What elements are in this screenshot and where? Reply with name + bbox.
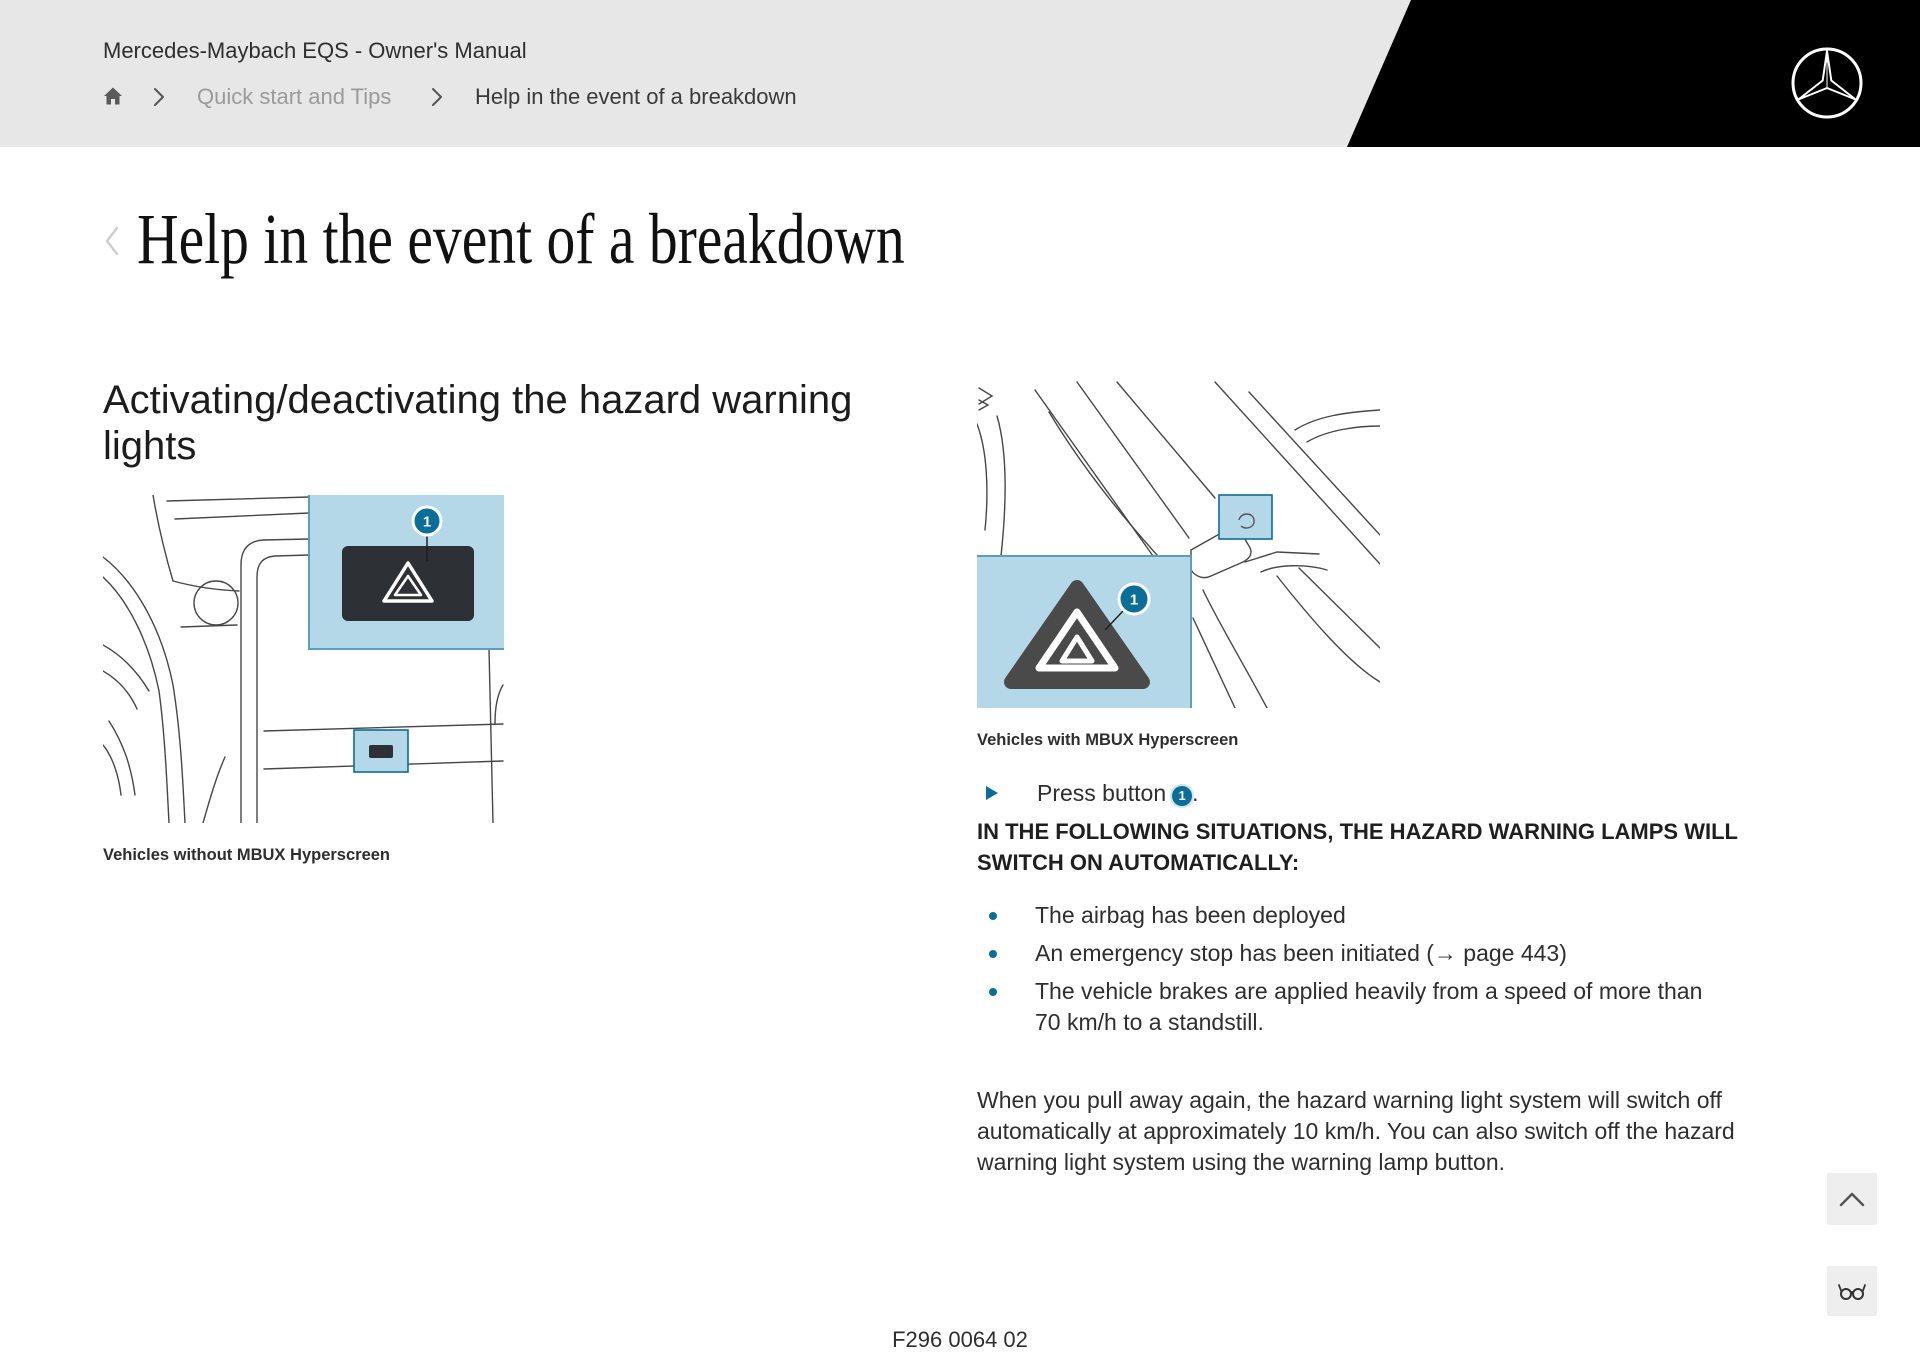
bullet-dot [989, 950, 997, 958]
section-heading: Activating/deactivating the hazard warning lights [103, 378, 853, 468]
hazard-button-locator [1219, 495, 1272, 539]
auto-activation-list [977, 900, 1737, 1045]
header-bar [0, 0, 1920, 147]
bullet-dot [989, 912, 997, 920]
mercedes-star-logo [1789, 45, 1865, 121]
page-title [137, 199, 1097, 279]
list-item [977, 900, 1730, 931]
chevron-right-icon [153, 87, 165, 107]
switch-off-note: When you pull away again, the hazard warning light system will switch off automatically at approximately 10 km/h. You can also switch off the hazard warning light system using the warning lamp button. [977, 1087, 1735, 1175]
reading-mode-button[interactable] [1827, 1266, 1877, 1316]
play-triangle-icon [986, 786, 998, 800]
instruction-suffix: . [1192, 780, 1199, 806]
page-reference-link[interactable]: → page 443 [1433, 940, 1560, 966]
document-code: F296 0064 02 [892, 1327, 1028, 1352]
figure-caption: Vehicles with MBUX Hyperscreen [977, 731, 1239, 749]
detail-inset [977, 556, 1191, 708]
bullet-dot [989, 988, 997, 996]
detail-inset [309, 495, 504, 649]
home-icon[interactable] [103, 86, 123, 106]
figure-caption: Vehicles without MBUX Hyperscreen [103, 846, 391, 864]
callout-number: 1 [422, 513, 432, 531]
list-item-text: The vehicle brakes are applied heavily from a speed of more than 70 km/h to a standstill. [1035, 978, 1703, 1035]
page-title-text: Help in the event of a breakdown [137, 199, 905, 279]
illustration-with-hyperscreen [977, 380, 1380, 708]
scroll-to-top-button[interactable] [1827, 1173, 1877, 1225]
chevron-right-icon [431, 87, 443, 107]
list-item-suffix: ) [1559, 940, 1567, 966]
illustration-without-hyperscreen [103, 495, 504, 823]
callout-number: 1 [1129, 591, 1139, 609]
instruction-text: Press button [1037, 780, 1167, 806]
callout-marker: 1 [1172, 786, 1192, 806]
chevron-up-icon [1839, 1191, 1865, 1207]
list-item-text: An emergency stop has been initiated ( [1035, 940, 1434, 966]
instruction-text-line [1037, 779, 1199, 807]
manual-title: Mercedes-Maybach EQS - Owner's Manual [103, 38, 527, 63]
breadcrumb-link-quick-start[interactable]: Quick start and Tips [197, 84, 392, 109]
list-item-text: The airbag has been deployed [1035, 902, 1346, 928]
list-item [977, 938, 1730, 969]
glasses-icon [1837, 1280, 1867, 1302]
instruction-step [977, 779, 1757, 807]
auto-activation-heading: IN THE FOLLOWING SITUATIONS, THE HAZARD WARNING LAMPS WILL SWITCH ON AUTOMATICALLY: [977, 819, 1738, 875]
hazard-button-small [369, 745, 393, 758]
chevron-left-icon[interactable] [104, 225, 120, 257]
list-item [977, 976, 1730, 1038]
hazard-warning-button [342, 546, 474, 621]
breadcrumb-current-page: Help in the event of a breakdown [475, 84, 797, 109]
